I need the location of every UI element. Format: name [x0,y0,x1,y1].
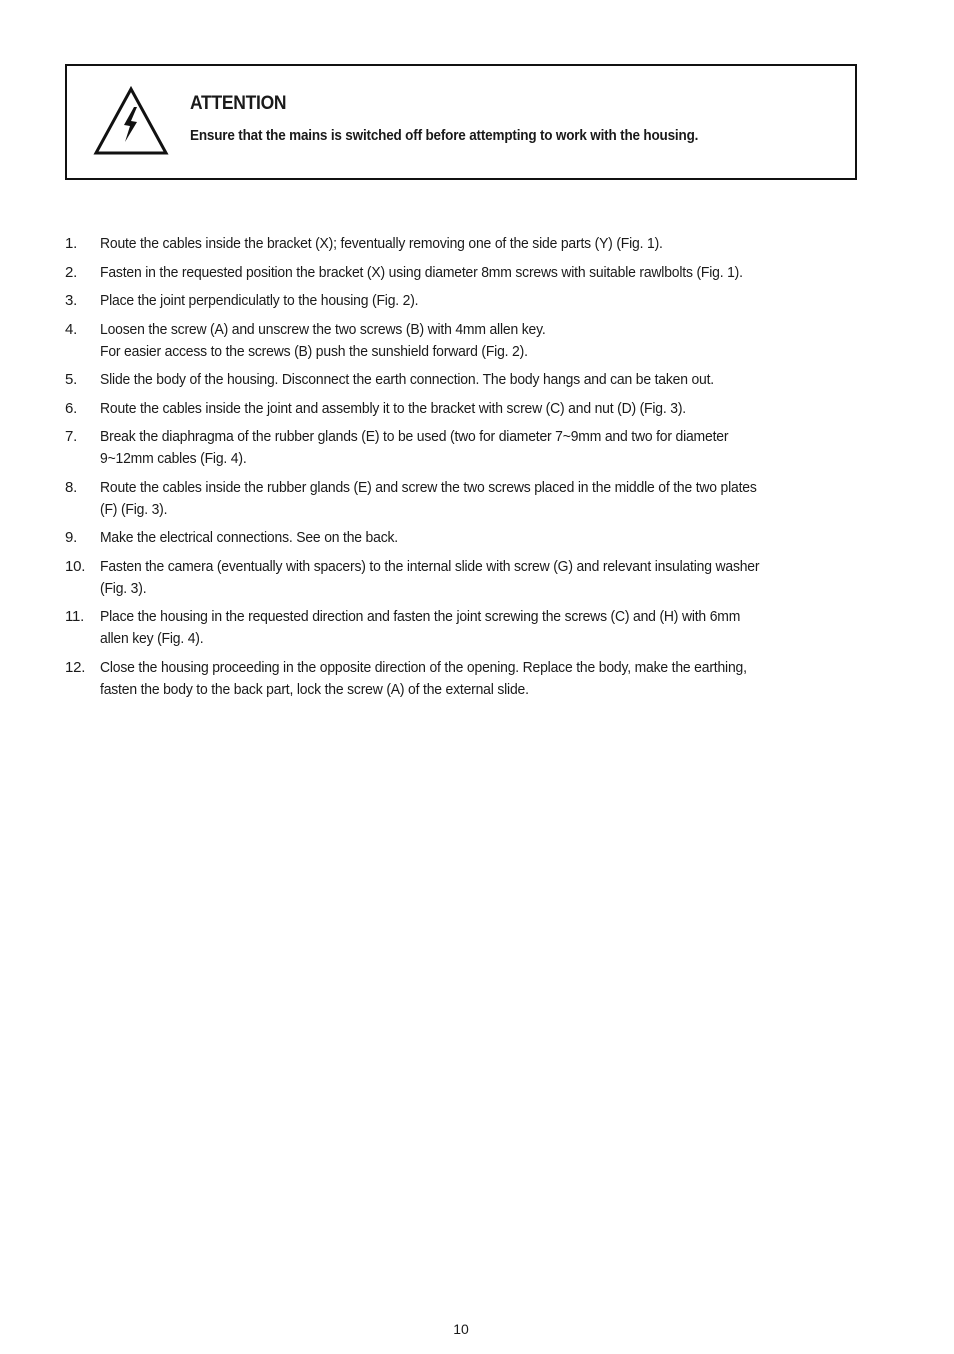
step-number: 8. [65,478,78,496]
step-number: 11. [65,608,85,625]
step-text: Break the diaphragma of the rubber glands (E) to be used (two for diameter 7~9mm and two for diameter 9~12mm cables (Fig. 4). [100,428,729,467]
step-number: 6. [65,399,78,417]
list-item [65,319,865,363]
page-number: 10 [453,1321,469,1337]
attention-box [65,64,857,180]
step-number: 12. [65,658,86,676]
list-item [65,426,865,470]
list-item [65,477,865,521]
attention-text: Ensure that the mains is switched off before attempting to work with the housing. [190,127,699,144]
list-item [65,398,865,420]
step-text: Fasten in the requested position the bracket (X) using diameter 8mm screws with suitable rawlbolts (Fig. 1). [100,263,743,281]
step-number: 2. [65,263,78,281]
step-number: 1. [65,235,78,252]
step-number: 4. [65,320,78,338]
list-item [65,233,865,255]
step-number: 10. [65,557,86,575]
instruction-list [65,233,865,707]
step-text: Make the electrical connections. See on the back. [100,529,398,546]
step-number: 7. [65,428,78,445]
step-text: Route the cables inside the joint and assembly it to the bracket with screw (C) and nut (D) (Fig. 3). [100,399,686,417]
attention-title: ATTENTION [190,93,287,114]
step-text: Loosen the screw (A) and unscrew the two screws (B) with 4mm allen key. For easier access to the screws (B) push the sunshield forward (Fig. 2). [100,320,546,360]
list-item [65,527,865,549]
list-item [65,657,865,701]
step-text: Place the housing in the requested direction and fasten the joint screwing the screws (C) and (H) with 6mm allen key (Fig. 4). [100,608,741,647]
step-text: Route the cables inside the bracket (X); feventually removing one of the side parts (Y) (Fig. 1). [100,235,663,252]
list-item [65,606,865,650]
list-item [65,290,865,312]
list-item [65,262,865,284]
step-text: Slide the body of the housing. Disconnect the earth connection. The body hangs and can be taken out. [100,371,714,388]
step-number: 9. [65,529,78,546]
step-text: Route the cables inside the rubber glands (E) and screw the two screws placed in the middle of the two plates (F) (Fig. 3). [100,478,757,518]
step-number: 5. [65,371,78,388]
step-text: Fasten the camera (eventually with spacers) to the internal slide with screw (G) and relevant insulating washer (Fig. 3). [100,557,760,597]
step-text: Close the housing proceeding in the opposite direction of the opening. Replace the body, make the earthing, fasten the body to the back part, lock the screw (A) of the external slide. [100,658,747,698]
list-item [65,369,865,391]
step-number: 3. [65,292,78,309]
electric-hazard-icon [93,86,169,156]
list-item [65,556,865,600]
step-text: Place the joint perpendiculatly to the housing (Fig. 2). [100,292,419,309]
